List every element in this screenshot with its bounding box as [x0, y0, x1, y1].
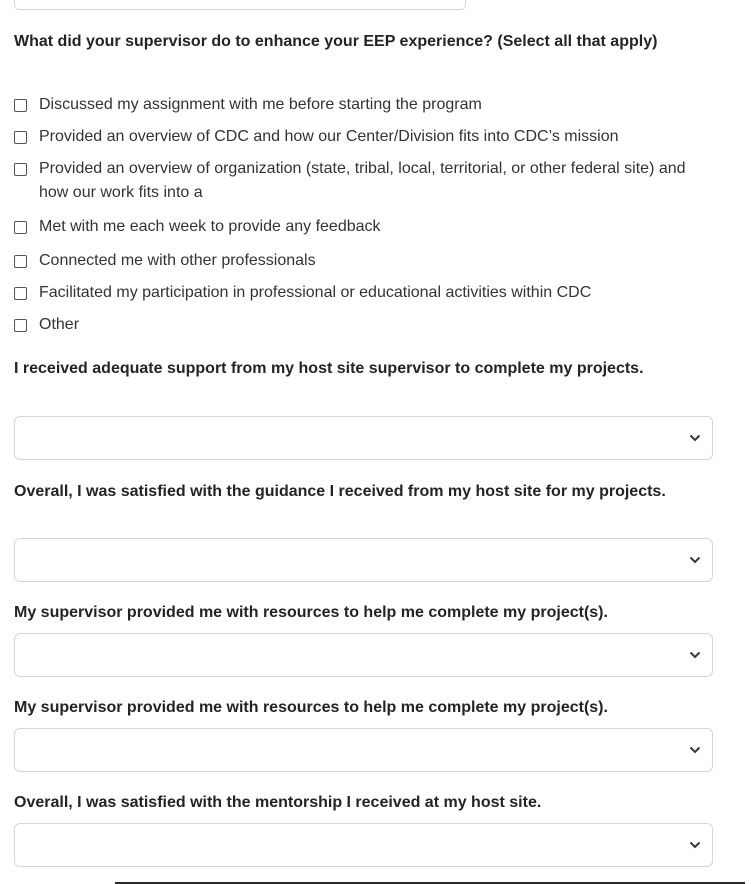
- question-adequate-support: I received adequate support from my host site supervisor to complete my projects.: [14, 360, 644, 377]
- satisfied-mentorship-select[interactable]: [14, 823, 713, 867]
- option-label: Other: [39, 316, 80, 333]
- previous-question-input[interactable]: [14, 0, 466, 10]
- checkbox-icon[interactable]: [14, 255, 27, 268]
- option-label: Discussed my assignment with me before starting the program: [39, 96, 482, 113]
- chevron-down-icon: [689, 433, 701, 443]
- satisfied-guidance-select[interactable]: [14, 538, 713, 582]
- question-resources-1: My supervisor provided me with resources to help me complete my project(s).: [14, 604, 608, 621]
- option-label: Provided an overview of organization (state, tribal, local, territorial, or other federal site) and how our work fits into a: [39, 160, 686, 201]
- checkbox-icon[interactable]: [14, 163, 27, 176]
- option-discussed-assignment[interactable]: [14, 93, 714, 117]
- option-facilitated-participation[interactable]: [14, 281, 714, 305]
- option-label: Connected me with other professionals: [39, 252, 316, 269]
- chevron-down-icon: [689, 840, 701, 850]
- checkbox-icon[interactable]: [14, 221, 27, 234]
- option-overview-cdc[interactable]: [14, 125, 714, 149]
- question-enhance-experience: What did your supervisor do to enhance your EEP experience? (Select all that apply): [14, 33, 658, 50]
- resources-select-1[interactable]: [14, 633, 713, 677]
- question-satisfied-guidance: Overall, I was satisfied with the guidance I received from my host site for my projects.: [14, 483, 666, 500]
- chevron-down-icon: [689, 650, 701, 660]
- chevron-down-icon: [689, 745, 701, 755]
- option-label: Provided an overview of CDC and how our Center/Division fits into CDC’s mission: [39, 128, 619, 145]
- option-met-weekly[interactable]: [14, 215, 714, 239]
- question-resources-2: My supervisor provided me with resources to help me complete my project(s).: [14, 699, 608, 716]
- checkbox-icon[interactable]: [14, 287, 27, 300]
- bottom-scrollbar[interactable]: [0, 880, 751, 884]
- resources-select-2[interactable]: [14, 728, 713, 772]
- checkbox-icon[interactable]: [14, 131, 27, 144]
- adequate-support-select[interactable]: [14, 416, 713, 460]
- option-other[interactable]: [14, 313, 714, 337]
- option-label: Met with me each week to provide any feedback: [39, 218, 381, 235]
- chevron-down-icon: [689, 555, 701, 565]
- option-overview-organization[interactable]: [14, 157, 714, 205]
- checkbox-icon[interactable]: [14, 319, 27, 332]
- question-satisfied-mentorship: Overall, I was satisfied with the mentorship I received at my host site.: [14, 794, 542, 811]
- option-connected-professionals[interactable]: [14, 249, 714, 273]
- checkbox-icon[interactable]: [14, 99, 27, 112]
- option-label: Facilitated my participation in professional or educational activities within CDC: [39, 284, 592, 301]
